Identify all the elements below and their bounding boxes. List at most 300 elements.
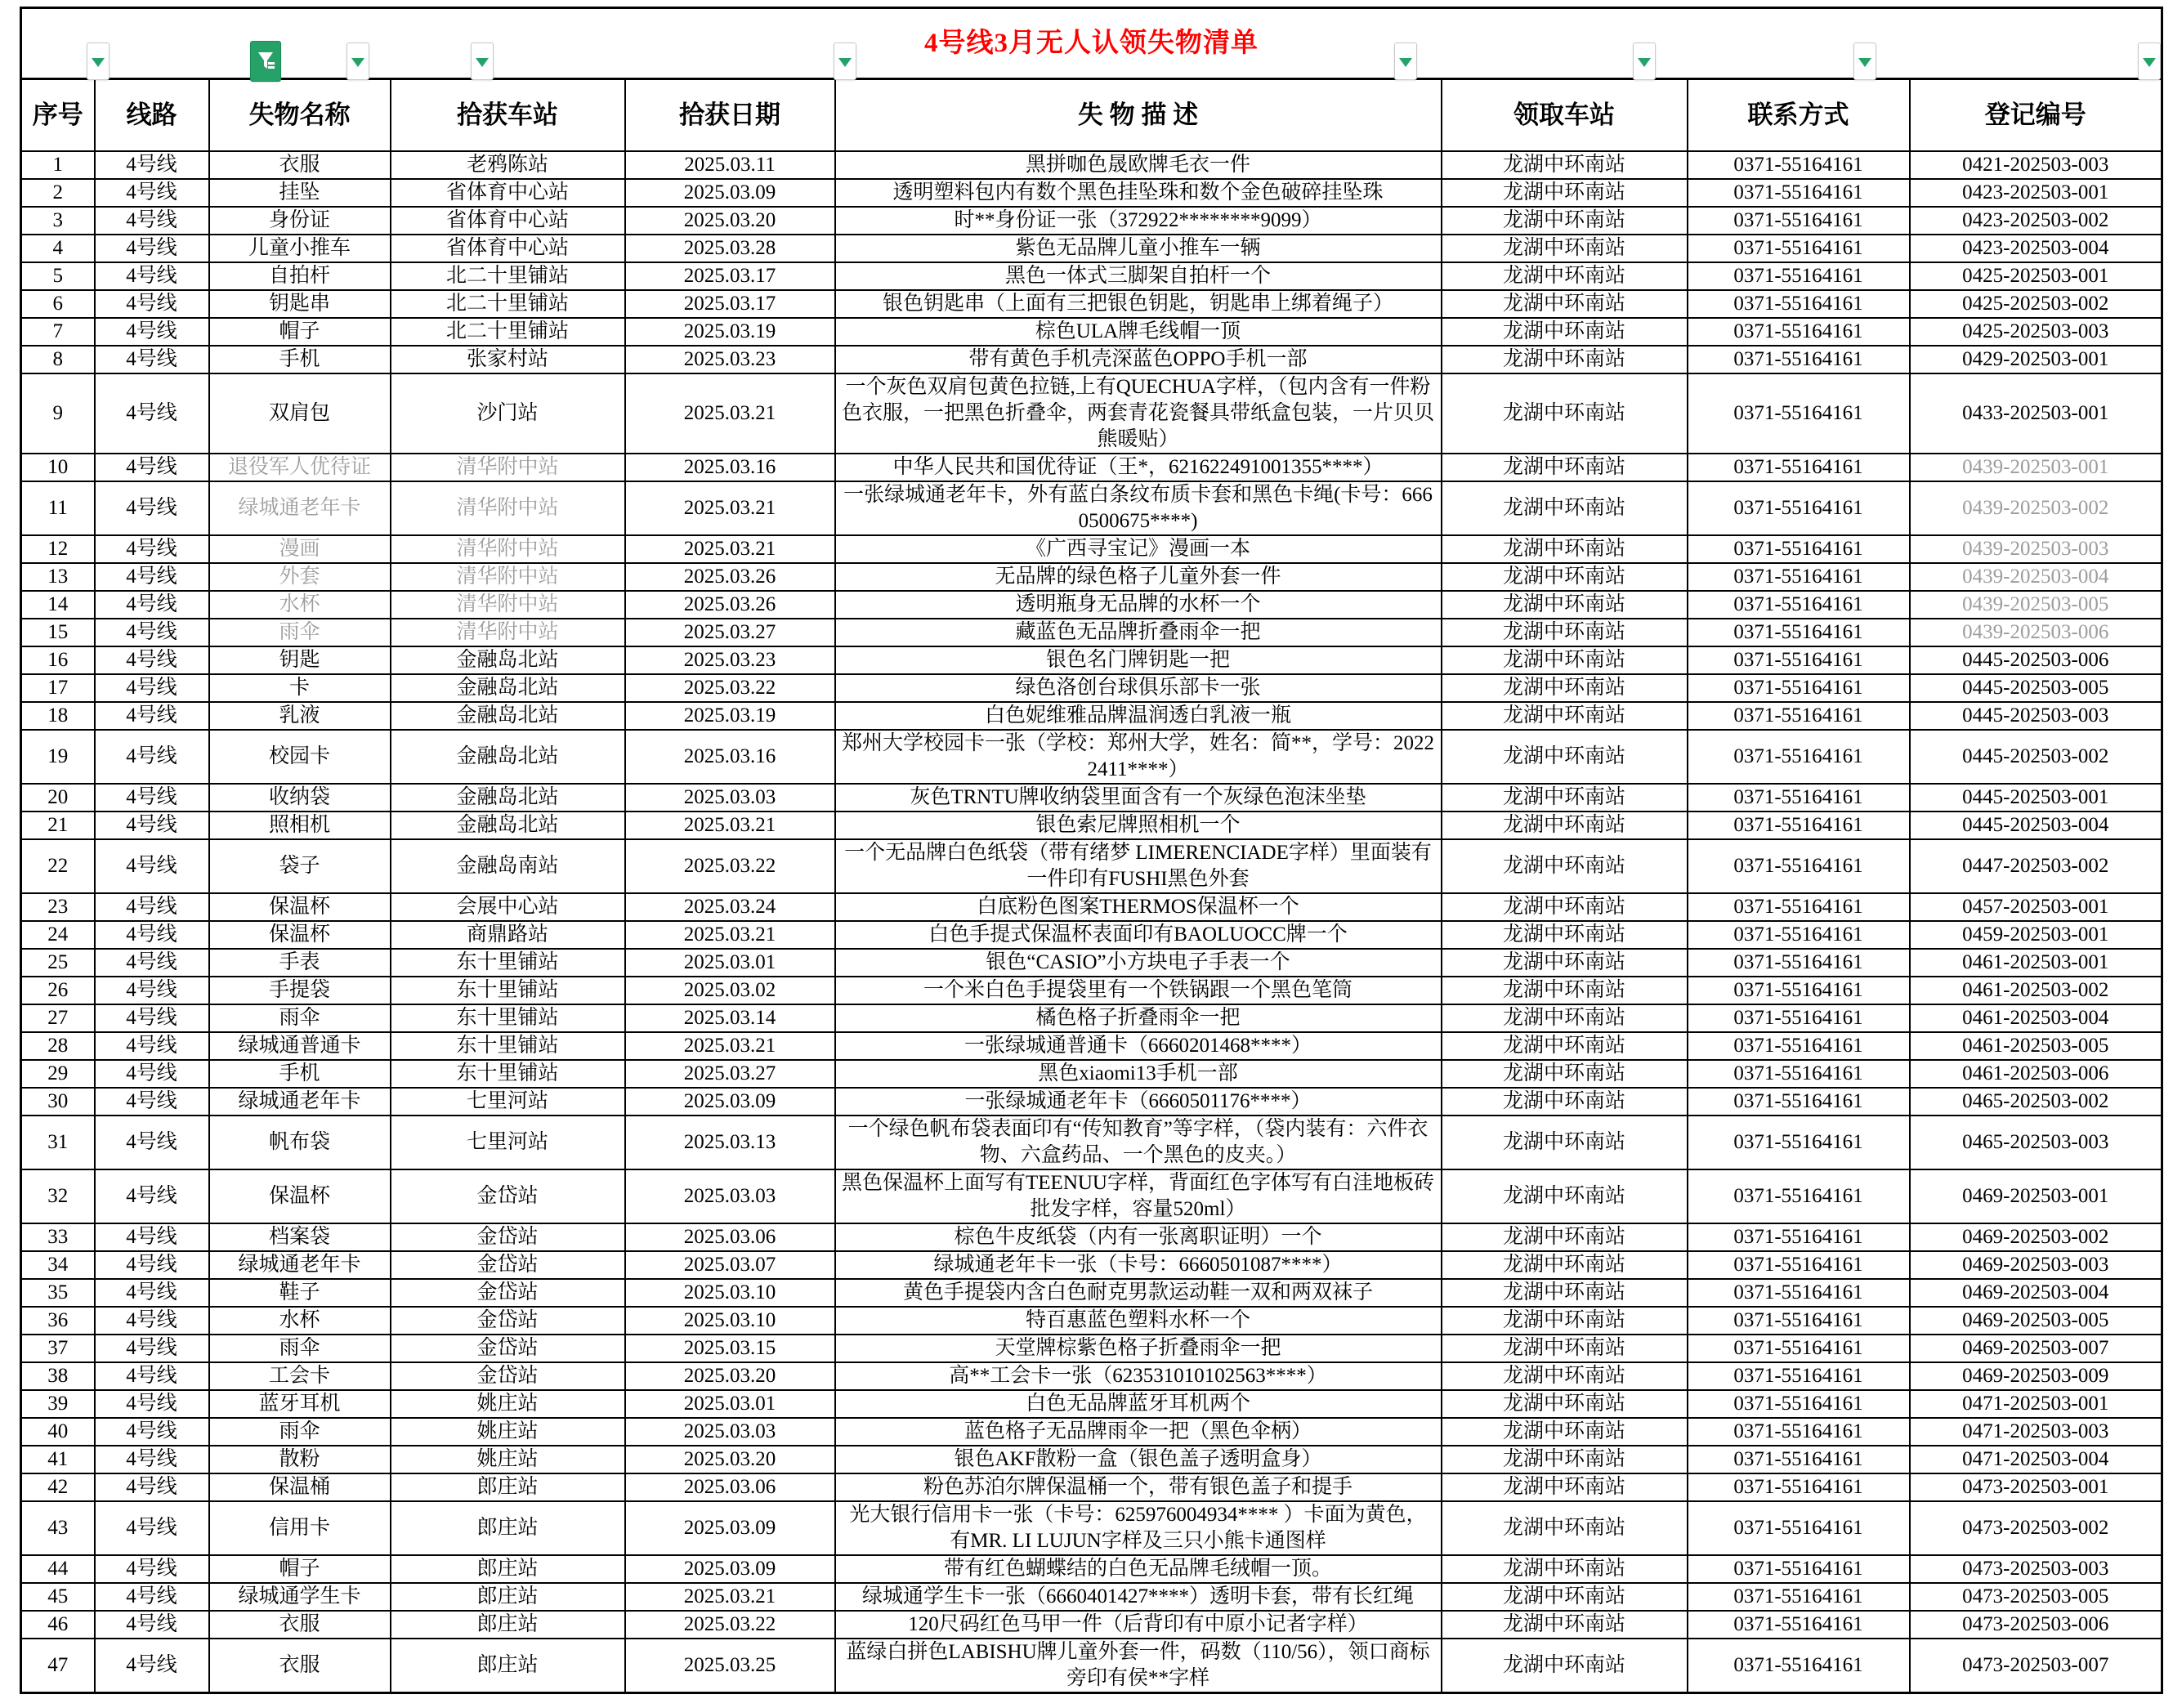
filter-dropdown-icon[interactable] bbox=[1853, 42, 1876, 80]
cell-pickup-station[interactable]: 龙湖中环南站 bbox=[1442, 839, 1688, 893]
cell-line[interactable]: 4号线 bbox=[95, 179, 209, 207]
cell-no[interactable]: 45 bbox=[21, 1583, 95, 1611]
cell-name[interactable]: 保温杯 bbox=[209, 893, 391, 921]
cell-contact[interactable]: 0371-55164161 bbox=[1688, 646, 1910, 674]
cell-date[interactable]: 2025.03.26 bbox=[625, 591, 835, 619]
cell-date[interactable]: 2025.03.19 bbox=[625, 318, 835, 346]
cell-no[interactable]: 9 bbox=[21, 373, 95, 454]
cell-pickup-station[interactable]: 龙湖中环南站 bbox=[1442, 262, 1688, 290]
cell-desc[interactable]: 白底粉色图案THERMOS保温杯一个 bbox=[835, 893, 1442, 921]
cell-desc[interactable]: 白色手提式保温杯表面印有BAOLUOCC牌一个 bbox=[835, 921, 1442, 949]
cell-line[interactable]: 4号线 bbox=[95, 535, 209, 563]
cell-contact[interactable]: 0371-55164161 bbox=[1688, 563, 1910, 591]
cell-contact[interactable]: 0371-55164161 bbox=[1688, 346, 1910, 373]
cell-desc[interactable]: 透明塑料包内有数个黑色挂坠珠和数个金色破碎挂坠珠 bbox=[835, 179, 1442, 207]
cell-name[interactable]: 衣服 bbox=[209, 151, 391, 179]
cell-name[interactable]: 档案袋 bbox=[209, 1223, 391, 1251]
cell-line[interactable]: 4号线 bbox=[95, 1446, 209, 1473]
cell-line[interactable]: 4号线 bbox=[95, 1639, 209, 1693]
cell-date[interactable]: 2025.03.26 bbox=[625, 563, 835, 591]
cell-line[interactable]: 4号线 bbox=[95, 730, 209, 784]
cell-station[interactable]: 省体育中心站 bbox=[391, 207, 625, 235]
cell-contact[interactable]: 0371-55164161 bbox=[1688, 1611, 1910, 1639]
cell-station[interactable]: 金融岛北站 bbox=[391, 784, 625, 812]
cell-reg-no[interactable]: 0445-202503-005 bbox=[1910, 674, 2162, 702]
cell-desc[interactable]: 棕色牛皮纸袋（内有一张离职证明）一个 bbox=[835, 1223, 1442, 1251]
cell-line[interactable]: 4号线 bbox=[95, 977, 209, 1004]
cell-station[interactable]: 清华附中站 bbox=[391, 591, 625, 619]
cell-reg-no[interactable]: 0461-202503-002 bbox=[1910, 977, 2162, 1004]
cell-pickup-station[interactable]: 龙湖中环南站 bbox=[1442, 346, 1688, 373]
cell-desc[interactable]: 黄色手提袋内含白色耐克男款运动鞋一双和两双袜子 bbox=[835, 1279, 1442, 1307]
cell-no[interactable]: 43 bbox=[21, 1501, 95, 1555]
cell-no[interactable]: 47 bbox=[21, 1639, 95, 1693]
cell-station[interactable]: 金融岛北站 bbox=[391, 812, 625, 839]
cell-name[interactable]: 自拍杆 bbox=[209, 262, 391, 290]
filter-dropdown-icon[interactable] bbox=[2138, 42, 2161, 80]
cell-desc[interactable]: 白色妮维雅品牌温润透白乳液一瓶 bbox=[835, 702, 1442, 730]
cell-station[interactable]: 金岱站 bbox=[391, 1362, 625, 1390]
cell-desc[interactable]: 银色索尼牌照相机一个 bbox=[835, 812, 1442, 839]
cell-name[interactable]: 照相机 bbox=[209, 812, 391, 839]
cell-pickup-station[interactable]: 龙湖中环南站 bbox=[1442, 454, 1688, 481]
cell-pickup-station[interactable]: 龙湖中环南站 bbox=[1442, 1639, 1688, 1693]
cell-name[interactable]: 退役军人优待证 bbox=[209, 454, 391, 481]
cell-station[interactable]: 金岱站 bbox=[391, 1307, 625, 1335]
cell-reg-no[interactable]: 0461-202503-005 bbox=[1910, 1032, 2162, 1060]
cell-reg-no[interactable]: 0473-202503-007 bbox=[1910, 1639, 2162, 1693]
cell-no[interactable]: 10 bbox=[21, 454, 95, 481]
cell-pickup-station[interactable]: 龙湖中环南站 bbox=[1442, 1060, 1688, 1088]
cell-line[interactable]: 4号线 bbox=[95, 646, 209, 674]
cell-no[interactable]: 33 bbox=[21, 1223, 95, 1251]
cell-pickup-station[interactable]: 龙湖中环南站 bbox=[1442, 1555, 1688, 1583]
cell-date[interactable]: 2025.03.01 bbox=[625, 1390, 835, 1418]
cell-contact[interactable]: 0371-55164161 bbox=[1688, 893, 1910, 921]
cell-no[interactable]: 30 bbox=[21, 1088, 95, 1116]
cell-no[interactable]: 13 bbox=[21, 563, 95, 591]
cell-desc[interactable]: 绿城通老年卡一张（卡号：6660501087****） bbox=[835, 1251, 1442, 1279]
cell-name[interactable]: 雨伞 bbox=[209, 1418, 391, 1446]
cell-reg-no[interactable]: 0425-202503-003 bbox=[1910, 318, 2162, 346]
cell-reg-no[interactable]: 0471-202503-001 bbox=[1910, 1390, 2162, 1418]
cell-date[interactable]: 2025.03.19 bbox=[625, 702, 835, 730]
cell-date[interactable]: 2025.03.09 bbox=[625, 1501, 835, 1555]
cell-reg-no[interactable]: 0461-202503-004 bbox=[1910, 1004, 2162, 1032]
cell-contact[interactable]: 0371-55164161 bbox=[1688, 674, 1910, 702]
cell-pickup-station[interactable]: 龙湖中环南站 bbox=[1442, 812, 1688, 839]
cell-desc[interactable]: 《广西寻宝记》漫画一本 bbox=[835, 535, 1442, 563]
cell-date[interactable]: 2025.03.10 bbox=[625, 1307, 835, 1335]
cell-contact[interactable]: 0371-55164161 bbox=[1688, 151, 1910, 179]
cell-line[interactable]: 4号线 bbox=[95, 151, 209, 179]
cell-no[interactable]: 7 bbox=[21, 318, 95, 346]
cell-station[interactable]: 东十里铺站 bbox=[391, 977, 625, 1004]
cell-pickup-station[interactable]: 龙湖中环南站 bbox=[1442, 921, 1688, 949]
cell-station[interactable]: 清华附中站 bbox=[391, 481, 625, 535]
cell-reg-no[interactable]: 0439-202503-005 bbox=[1910, 591, 2162, 619]
cell-date[interactable]: 2025.03.21 bbox=[625, 1583, 835, 1611]
cell-reg-no[interactable]: 0469-202503-002 bbox=[1910, 1223, 2162, 1251]
cell-contact[interactable]: 0371-55164161 bbox=[1688, 839, 1910, 893]
cell-pickup-station[interactable]: 龙湖中环南站 bbox=[1442, 1088, 1688, 1116]
cell-contact[interactable]: 0371-55164161 bbox=[1688, 619, 1910, 646]
cell-contact[interactable]: 0371-55164161 bbox=[1688, 1390, 1910, 1418]
cell-station[interactable]: 会展中心站 bbox=[391, 893, 625, 921]
cell-pickup-station[interactable]: 龙湖中环南站 bbox=[1442, 949, 1688, 977]
cell-pickup-station[interactable]: 龙湖中环南站 bbox=[1442, 784, 1688, 812]
cell-pickup-station[interactable]: 龙湖中环南站 bbox=[1442, 674, 1688, 702]
cell-contact[interactable]: 0371-55164161 bbox=[1688, 207, 1910, 235]
cell-no[interactable]: 44 bbox=[21, 1555, 95, 1583]
cell-pickup-station[interactable]: 龙湖中环南站 bbox=[1442, 1307, 1688, 1335]
cell-name[interactable]: 保温桶 bbox=[209, 1473, 391, 1501]
cell-desc[interactable]: 橘色格子折叠雨伞一把 bbox=[835, 1004, 1442, 1032]
cell-reg-no[interactable]: 0469-202503-003 bbox=[1910, 1251, 2162, 1279]
cell-contact[interactable]: 0371-55164161 bbox=[1688, 1307, 1910, 1335]
cell-name[interactable]: 卡 bbox=[209, 674, 391, 702]
cell-desc[interactable]: 蓝色格子无品牌雨伞一把（黑色伞柄） bbox=[835, 1418, 1442, 1446]
cell-contact[interactable]: 0371-55164161 bbox=[1688, 1223, 1910, 1251]
cell-date[interactable]: 2025.03.21 bbox=[625, 535, 835, 563]
cell-name[interactable]: 雨伞 bbox=[209, 1004, 391, 1032]
cell-pickup-station[interactable]: 龙湖中环南站 bbox=[1442, 563, 1688, 591]
cell-contact[interactable]: 0371-55164161 bbox=[1688, 1169, 1910, 1223]
cell-desc[interactable]: 藏蓝色无品牌折叠雨伞一把 bbox=[835, 619, 1442, 646]
cell-no[interactable]: 35 bbox=[21, 1279, 95, 1307]
cell-pickup-station[interactable]: 龙湖中环南站 bbox=[1442, 207, 1688, 235]
cell-pickup-station[interactable]: 龙湖中环南站 bbox=[1442, 1611, 1688, 1639]
cell-date[interactable]: 2025.03.10 bbox=[625, 1279, 835, 1307]
cell-no[interactable]: 28 bbox=[21, 1032, 95, 1060]
cell-reg-no[interactable]: 0439-202503-002 bbox=[1910, 481, 2162, 535]
cell-line[interactable]: 4号线 bbox=[95, 1116, 209, 1169]
cell-station[interactable]: 七里河站 bbox=[391, 1088, 625, 1116]
cell-name[interactable]: 绿城通老年卡 bbox=[209, 481, 391, 535]
cell-station[interactable]: 姚庄站 bbox=[391, 1418, 625, 1446]
cell-reg-no[interactable]: 0469-202503-005 bbox=[1910, 1307, 2162, 1335]
cell-desc[interactable]: 中华人民共和国优待证（王*，621622491001355****） bbox=[835, 454, 1442, 481]
cell-desc[interactable]: 时**身份证一张（372922********9099） bbox=[835, 207, 1442, 235]
cell-no[interactable]: 8 bbox=[21, 346, 95, 373]
cell-reg-no[interactable]: 0439-202503-003 bbox=[1910, 535, 2162, 563]
cell-pickup-station[interactable]: 龙湖中环南站 bbox=[1442, 1223, 1688, 1251]
active-filter-funnel-icon[interactable] bbox=[250, 41, 281, 82]
cell-station[interactable]: 郎庄站 bbox=[391, 1473, 625, 1501]
cell-date[interactable]: 2025.03.21 bbox=[625, 812, 835, 839]
cell-line[interactable]: 4号线 bbox=[95, 318, 209, 346]
cell-station[interactable]: 清华附中站 bbox=[391, 619, 625, 646]
cell-reg-no[interactable]: 0447-202503-002 bbox=[1910, 839, 2162, 893]
cell-pickup-station[interactable]: 龙湖中环南站 bbox=[1442, 1418, 1688, 1446]
cell-no[interactable]: 31 bbox=[21, 1116, 95, 1169]
cell-desc[interactable]: 黑拼咖色晟欧牌毛衣一件 bbox=[835, 151, 1442, 179]
cell-date[interactable]: 2025.03.06 bbox=[625, 1473, 835, 1501]
cell-no[interactable]: 3 bbox=[21, 207, 95, 235]
cell-line[interactable]: 4号线 bbox=[95, 1032, 209, 1060]
cell-station[interactable]: 北二十里铺站 bbox=[391, 262, 625, 290]
cell-station[interactable]: 金融岛北站 bbox=[391, 646, 625, 674]
filter-dropdown-icon[interactable] bbox=[1633, 42, 1656, 80]
cell-date[interactable]: 2025.03.23 bbox=[625, 646, 835, 674]
cell-date[interactable]: 2025.03.11 bbox=[625, 151, 835, 179]
cell-pickup-station[interactable]: 龙湖中环南站 bbox=[1442, 373, 1688, 454]
cell-line[interactable]: 4号线 bbox=[95, 1390, 209, 1418]
cell-name[interactable]: 校园卡 bbox=[209, 730, 391, 784]
cell-contact[interactable]: 0371-55164161 bbox=[1688, 1335, 1910, 1362]
cell-no[interactable]: 36 bbox=[21, 1307, 95, 1335]
cell-contact[interactable]: 0371-55164161 bbox=[1688, 1362, 1910, 1390]
cell-contact[interactable]: 0371-55164161 bbox=[1688, 1004, 1910, 1032]
cell-pickup-station[interactable]: 龙湖中环南站 bbox=[1442, 1390, 1688, 1418]
cell-name[interactable]: 雨伞 bbox=[209, 1335, 391, 1362]
cell-no[interactable]: 17 bbox=[21, 674, 95, 702]
cell-contact[interactable]: 0371-55164161 bbox=[1688, 481, 1910, 535]
cell-line[interactable]: 4号线 bbox=[95, 373, 209, 454]
cell-line[interactable]: 4号线 bbox=[95, 1279, 209, 1307]
cell-station[interactable]: 北二十里铺站 bbox=[391, 290, 625, 318]
cell-line[interactable]: 4号线 bbox=[95, 1169, 209, 1223]
cell-date[interactable]: 2025.03.22 bbox=[625, 674, 835, 702]
cell-pickup-station[interactable]: 龙湖中环南站 bbox=[1442, 179, 1688, 207]
cell-station[interactable]: 郎庄站 bbox=[391, 1639, 625, 1693]
cell-pickup-station[interactable]: 龙湖中环南站 bbox=[1442, 1446, 1688, 1473]
cell-name[interactable]: 帆布袋 bbox=[209, 1116, 391, 1169]
cell-desc[interactable]: 120尺码红色马甲一件（后背印有中原小记者字样） bbox=[835, 1611, 1442, 1639]
cell-reg-no[interactable]: 0473-202503-001 bbox=[1910, 1473, 2162, 1501]
cell-station[interactable]: 金岱站 bbox=[391, 1335, 625, 1362]
cell-desc[interactable]: 带有红色蝴蝶结的白色无品牌毛绒帽一顶。 bbox=[835, 1555, 1442, 1583]
filter-dropdown-icon[interactable] bbox=[834, 42, 856, 80]
cell-reg-no[interactable]: 0439-202503-004 bbox=[1910, 563, 2162, 591]
cell-line[interactable]: 4号线 bbox=[95, 235, 209, 262]
cell-pickup-station[interactable]: 龙湖中环南站 bbox=[1442, 1362, 1688, 1390]
cell-name[interactable]: 手表 bbox=[209, 949, 391, 977]
cell-desc[interactable]: 银色名门牌钥匙一把 bbox=[835, 646, 1442, 674]
cell-pickup-station[interactable]: 龙湖中环南站 bbox=[1442, 1473, 1688, 1501]
cell-desc[interactable]: 白色无品牌蓝牙耳机两个 bbox=[835, 1390, 1442, 1418]
cell-date[interactable]: 2025.03.27 bbox=[625, 1060, 835, 1088]
cell-pickup-station[interactable]: 龙湖中环南站 bbox=[1442, 977, 1688, 1004]
cell-contact[interactable]: 0371-55164161 bbox=[1688, 1032, 1910, 1060]
cell-reg-no[interactable]: 0439-202503-006 bbox=[1910, 619, 2162, 646]
cell-no[interactable]: 46 bbox=[21, 1611, 95, 1639]
cell-date[interactable]: 2025.03.03 bbox=[625, 784, 835, 812]
cell-pickup-station[interactable]: 龙湖中环南站 bbox=[1442, 481, 1688, 535]
cell-contact[interactable]: 0371-55164161 bbox=[1688, 318, 1910, 346]
cell-contact[interactable]: 0371-55164161 bbox=[1688, 454, 1910, 481]
cell-station[interactable]: 北二十里铺站 bbox=[391, 318, 625, 346]
cell-line[interactable]: 4号线 bbox=[95, 1473, 209, 1501]
cell-line[interactable]: 4号线 bbox=[95, 893, 209, 921]
cell-desc[interactable]: 绿色洛创台球俱乐部卡一张 bbox=[835, 674, 1442, 702]
cell-pickup-station[interactable]: 龙湖中环南站 bbox=[1442, 290, 1688, 318]
cell-desc[interactable]: 银色“CASIO”小方块电子手表一个 bbox=[835, 949, 1442, 977]
cell-pickup-station[interactable]: 龙湖中环南站 bbox=[1442, 535, 1688, 563]
cell-date[interactable]: 2025.03.03 bbox=[625, 1169, 835, 1223]
header-cell-line[interactable]: 线路 bbox=[95, 79, 209, 152]
cell-date[interactable]: 2025.03.09 bbox=[625, 179, 835, 207]
cell-line[interactable]: 4号线 bbox=[95, 1555, 209, 1583]
cell-name[interactable]: 钥匙 bbox=[209, 646, 391, 674]
cell-desc[interactable]: 黑色保温杯上面写有TEENUU字样，背面红色字体写有白洼地板砖批发字样，容量520ml） bbox=[835, 1169, 1442, 1223]
cell-no[interactable]: 26 bbox=[21, 977, 95, 1004]
cell-name[interactable]: 袋子 bbox=[209, 839, 391, 893]
cell-contact[interactable]: 0371-55164161 bbox=[1688, 235, 1910, 262]
cell-contact[interactable]: 0371-55164161 bbox=[1688, 535, 1910, 563]
cell-station[interactable]: 郎庄站 bbox=[391, 1611, 625, 1639]
cell-name[interactable]: 帽子 bbox=[209, 1555, 391, 1583]
cell-line[interactable]: 4号线 bbox=[95, 1307, 209, 1335]
cell-reg-no[interactable]: 0473-202503-002 bbox=[1910, 1501, 2162, 1555]
cell-station[interactable]: 清华附中站 bbox=[391, 563, 625, 591]
cell-station[interactable]: 金融岛北站 bbox=[391, 730, 625, 784]
cell-no[interactable]: 34 bbox=[21, 1251, 95, 1279]
cell-date[interactable]: 2025.03.03 bbox=[625, 1418, 835, 1446]
cell-date[interactable]: 2025.03.22 bbox=[625, 839, 835, 893]
cell-contact[interactable]: 0371-55164161 bbox=[1688, 1418, 1910, 1446]
cell-date[interactable]: 2025.03.22 bbox=[625, 1611, 835, 1639]
cell-desc[interactable]: 天堂牌棕紫色格子折叠雨伞一把 bbox=[835, 1335, 1442, 1362]
cell-line[interactable]: 4号线 bbox=[95, 949, 209, 977]
cell-desc[interactable]: 黑色xiaomi13手机一部 bbox=[835, 1060, 1442, 1088]
cell-line[interactable]: 4号线 bbox=[95, 812, 209, 839]
cell-contact[interactable]: 0371-55164161 bbox=[1688, 262, 1910, 290]
cell-contact[interactable]: 0371-55164161 bbox=[1688, 1251, 1910, 1279]
cell-no[interactable]: 39 bbox=[21, 1390, 95, 1418]
cell-contact[interactable]: 0371-55164161 bbox=[1688, 1473, 1910, 1501]
cell-desc[interactable]: 粉色苏泊尔牌保温桶一个，带有银色盖子和提手 bbox=[835, 1473, 1442, 1501]
cell-line[interactable]: 4号线 bbox=[95, 1335, 209, 1362]
cell-line[interactable]: 4号线 bbox=[95, 1362, 209, 1390]
cell-name[interactable]: 绿城通普通卡 bbox=[209, 1032, 391, 1060]
cell-desc[interactable]: 特百惠蓝色塑料水杯一个 bbox=[835, 1307, 1442, 1335]
cell-station[interactable]: 商鼎路站 bbox=[391, 921, 625, 949]
cell-date[interactable]: 2025.03.15 bbox=[625, 1335, 835, 1362]
cell-pickup-station[interactable]: 龙湖中环南站 bbox=[1442, 318, 1688, 346]
cell-desc[interactable]: 带有黄色手机壳深蓝色OPPO手机一部 bbox=[835, 346, 1442, 373]
cell-name[interactable]: 鞋子 bbox=[209, 1279, 391, 1307]
cell-contact[interactable]: 0371-55164161 bbox=[1688, 1279, 1910, 1307]
cell-desc[interactable]: 蓝绿白拼色LABISHU牌儿童外套一件，码数（110/56），领口商标旁印有侯**字样 bbox=[835, 1639, 1442, 1693]
cell-line[interactable]: 4号线 bbox=[95, 563, 209, 591]
cell-contact[interactable]: 0371-55164161 bbox=[1688, 1116, 1910, 1169]
cell-date[interactable]: 2025.03.13 bbox=[625, 1116, 835, 1169]
cell-line[interactable]: 4号线 bbox=[95, 346, 209, 373]
cell-name[interactable]: 水杯 bbox=[209, 1307, 391, 1335]
cell-pickup-station[interactable]: 龙湖中环南站 bbox=[1442, 1169, 1688, 1223]
cell-desc[interactable]: 一个灰色双肩包黄色拉链,上有QUECHUA字样，（包内含有一件粉色衣服，一把黑色折叠伞，两套青花瓷餐具带纸盒包装，一片贝贝熊暖贴） bbox=[835, 373, 1442, 454]
cell-no[interactable]: 23 bbox=[21, 893, 95, 921]
cell-contact[interactable]: 0371-55164161 bbox=[1688, 977, 1910, 1004]
cell-reg-no[interactable]: 0469-202503-004 bbox=[1910, 1279, 2162, 1307]
cell-pickup-station[interactable]: 龙湖中环南站 bbox=[1442, 893, 1688, 921]
cell-station[interactable]: 张家村站 bbox=[391, 346, 625, 373]
cell-pickup-station[interactable]: 龙湖中环南站 bbox=[1442, 1116, 1688, 1169]
cell-pickup-station[interactable]: 龙湖中环南站 bbox=[1442, 1279, 1688, 1307]
cell-line[interactable]: 4号线 bbox=[95, 262, 209, 290]
cell-reg-no[interactable]: 0457-202503-001 bbox=[1910, 893, 2162, 921]
cell-reg-no[interactable]: 0473-202503-006 bbox=[1910, 1611, 2162, 1639]
filter-dropdown-icon[interactable] bbox=[87, 42, 110, 80]
cell-name[interactable]: 保温杯 bbox=[209, 921, 391, 949]
cell-reg-no[interactable]: 0425-202503-002 bbox=[1910, 290, 2162, 318]
cell-line[interactable]: 4号线 bbox=[95, 454, 209, 481]
cell-desc[interactable]: 透明瓶身无品牌的水杯一个 bbox=[835, 591, 1442, 619]
cell-pickup-station[interactable]: 龙湖中环南站 bbox=[1442, 730, 1688, 784]
cell-pickup-station[interactable]: 龙湖中环南站 bbox=[1442, 1335, 1688, 1362]
cell-reg-no[interactable]: 0465-202503-002 bbox=[1910, 1088, 2162, 1116]
cell-reg-no[interactable]: 0423-202503-001 bbox=[1910, 179, 2162, 207]
cell-reg-no[interactable]: 0461-202503-006 bbox=[1910, 1060, 2162, 1088]
cell-line[interactable]: 4号线 bbox=[95, 207, 209, 235]
cell-station[interactable]: 东十里铺站 bbox=[391, 949, 625, 977]
cell-line[interactable]: 4号线 bbox=[95, 290, 209, 318]
cell-date[interactable]: 2025.03.09 bbox=[625, 1088, 835, 1116]
cell-line[interactable]: 4号线 bbox=[95, 1418, 209, 1446]
cell-date[interactable]: 2025.03.21 bbox=[625, 373, 835, 454]
cell-name[interactable]: 儿童小推车 bbox=[209, 235, 391, 262]
cell-name[interactable]: 散粉 bbox=[209, 1446, 391, 1473]
cell-reg-no[interactable]: 0439-202503-001 bbox=[1910, 454, 2162, 481]
cell-no[interactable]: 12 bbox=[21, 535, 95, 563]
cell-station[interactable]: 七里河站 bbox=[391, 1116, 625, 1169]
cell-station[interactable]: 老鸦陈站 bbox=[391, 151, 625, 179]
cell-station[interactable]: 郎庄站 bbox=[391, 1555, 625, 1583]
cell-reg-no[interactable]: 0425-202503-001 bbox=[1910, 262, 2162, 290]
cell-date[interactable]: 2025.03.20 bbox=[625, 207, 835, 235]
cell-contact[interactable]: 0371-55164161 bbox=[1688, 784, 1910, 812]
cell-line[interactable]: 4号线 bbox=[95, 1501, 209, 1555]
cell-reg-no[interactable]: 0429-202503-001 bbox=[1910, 346, 2162, 373]
cell-reg-no[interactable]: 0469-202503-001 bbox=[1910, 1169, 2162, 1223]
cell-pickup-station[interactable]: 龙湖中环南站 bbox=[1442, 619, 1688, 646]
header-cell-desc[interactable]: 失 物 描 述 bbox=[835, 79, 1442, 152]
cell-line[interactable]: 4号线 bbox=[95, 1583, 209, 1611]
cell-date[interactable]: 2025.03.21 bbox=[625, 921, 835, 949]
cell-no[interactable]: 19 bbox=[21, 730, 95, 784]
cell-reg-no[interactable]: 0465-202503-003 bbox=[1910, 1116, 2162, 1169]
cell-pickup-station[interactable]: 龙湖中环南站 bbox=[1442, 702, 1688, 730]
cell-line[interactable]: 4号线 bbox=[95, 784, 209, 812]
cell-line[interactable]: 4号线 bbox=[95, 1088, 209, 1116]
cell-no[interactable]: 37 bbox=[21, 1335, 95, 1362]
cell-desc[interactable]: 一张绿城通老年卡（6660501176****） bbox=[835, 1088, 1442, 1116]
cell-date[interactable]: 2025.03.01 bbox=[625, 949, 835, 977]
cell-contact[interactable]: 0371-55164161 bbox=[1688, 179, 1910, 207]
cell-contact[interactable]: 0371-55164161 bbox=[1688, 812, 1910, 839]
cell-no[interactable]: 22 bbox=[21, 839, 95, 893]
cell-station[interactable]: 金岱站 bbox=[391, 1223, 625, 1251]
cell-name[interactable]: 外套 bbox=[209, 563, 391, 591]
cell-name[interactable]: 挂坠 bbox=[209, 179, 391, 207]
cell-desc[interactable]: 一个米白色手提袋里有一个铁锅跟一个黑色笔筒 bbox=[835, 977, 1442, 1004]
cell-no[interactable]: 24 bbox=[21, 921, 95, 949]
cell-line[interactable]: 4号线 bbox=[95, 702, 209, 730]
cell-no[interactable]: 4 bbox=[21, 235, 95, 262]
cell-date[interactable]: 2025.03.25 bbox=[625, 1639, 835, 1693]
cell-no[interactable]: 16 bbox=[21, 646, 95, 674]
cell-reg-no[interactable]: 0433-202503-001 bbox=[1910, 373, 2162, 454]
cell-no[interactable]: 1 bbox=[21, 151, 95, 179]
cell-station[interactable]: 东十里铺站 bbox=[391, 1004, 625, 1032]
cell-reg-no[interactable]: 0469-202503-009 bbox=[1910, 1362, 2162, 1390]
cell-no[interactable]: 41 bbox=[21, 1446, 95, 1473]
cell-name[interactable]: 衣服 bbox=[209, 1611, 391, 1639]
cell-contact[interactable]: 0371-55164161 bbox=[1688, 1088, 1910, 1116]
cell-no[interactable]: 6 bbox=[21, 290, 95, 318]
cell-line[interactable]: 4号线 bbox=[95, 921, 209, 949]
